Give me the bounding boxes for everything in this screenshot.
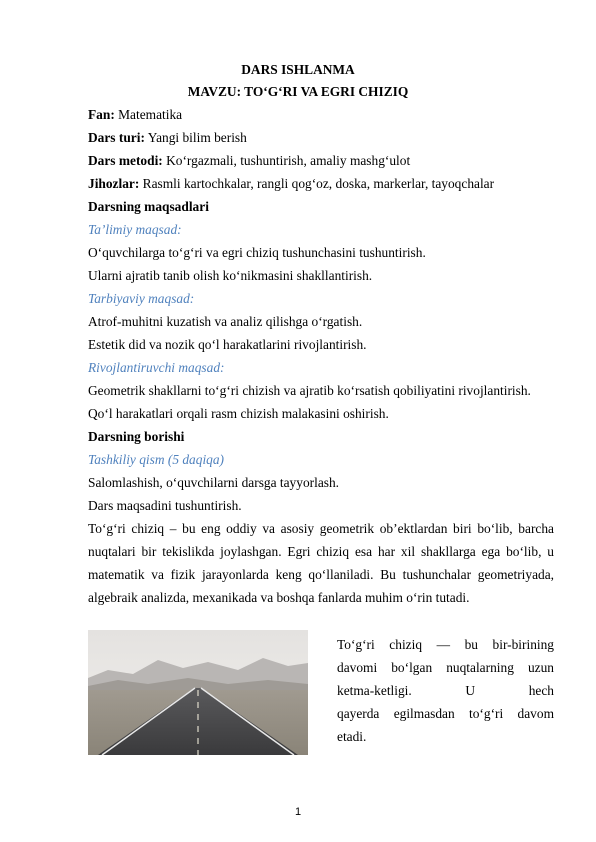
- subject-label: Fan:: [88, 107, 115, 122]
- educational-goal-heading: Ta’limiy maqsad:: [88, 222, 182, 237]
- lesson-type-value: Yangi bilim berish: [144, 130, 247, 145]
- upbringing-goal-heading: Tarbiyaviy maqsad:: [88, 291, 195, 306]
- document-title: DARS ISHLANMA: [241, 62, 355, 77]
- step-greeting: Salomlashish, o‘quvchilarni darsga tayyorlash.: [88, 475, 340, 490]
- side-text-line: To‘g‘ri chiziq — bu bir-birining: [337, 637, 554, 652]
- subject-value: Matematika: [114, 107, 183, 122]
- organizational-part-heading: Tashkiliy qism (5 daqiqa): [88, 452, 225, 467]
- step-explain-goal: Dars maqsadini tushuntirish.: [88, 498, 242, 513]
- developmental-goal-heading: Rivojlantiruvchi maqsad:: [88, 360, 225, 375]
- lesson-topic: MAVZU: TO‘G‘RI VA EGRI CHIZIQ: [187, 84, 409, 99]
- method-value: Ko‘rgazmali, tushuntirish, amaliy mashg‘ulot: [162, 153, 411, 168]
- method-row: [88, 153, 410, 169]
- upbringing-goal-1: Atrof-muhitni kuzatish va analiz qilishga o‘rgatish.: [88, 314, 363, 329]
- page-number: 1: [294, 806, 302, 818]
- side-text-line: etadi.: [337, 729, 367, 744]
- paragraph-line: algebraik analizda, mexanikada va boshqa fanlarda muhim o‘rin tutadi.: [88, 590, 470, 605]
- subject-row: [88, 107, 182, 123]
- road-photo: [88, 630, 308, 755]
- lesson-type-label: Dars turi:: [88, 130, 145, 145]
- developmental-goal-2: Qo‘l harakatlari orqali rasm chizish malakasini oshirish.: [88, 406, 389, 421]
- method-label: Dars metodi:: [88, 153, 163, 168]
- developmental-goal-1: Geometrik shakllarni to‘g‘ri chizish va ajratib ko‘rsatish qobiliyatini rivojlantirish.: [88, 383, 531, 398]
- equipment-label: Jihozlar:: [88, 176, 140, 191]
- equipment-row: [88, 176, 494, 192]
- educational-goal-2: Ularni ajratib tanib olish ko‘nikmasini shakllantirish.: [88, 268, 373, 283]
- educational-goal-1: O‘quvchilarga to‘g‘ri va egri chiziq tushunchasini tushuntirish.: [88, 245, 426, 260]
- paragraph-line: To‘g‘ri chiziq – bu eng oddiy va asosiy geometrik ob’ektlardan biri bo‘lib, barcha: [88, 521, 554, 536]
- paragraph-line: nuqtalari bir tekislikda joylashgan. Egri chiziq esa har xil shakllarga ega bo‘lib, u: [88, 544, 554, 559]
- lesson-type-row: [88, 130, 247, 146]
- side-text-line: davomi bo‘lgan nuqtalarning uzun: [337, 660, 554, 675]
- side-text-line: ketma-ketligi. U hech: [337, 683, 554, 698]
- side-text-line: qayerda egilmasdan to‘g‘ri davom: [337, 706, 554, 721]
- paragraph-line: matematik va fizik jarayonlarda keng qo‘llaniladi. Bu tushunchalar geometriyada,: [88, 567, 554, 582]
- process-heading: Darsning borishi: [88, 429, 185, 444]
- upbringing-goal-2: Estetik did va nozik qo‘l harakatlarini rivojlantirish.: [88, 337, 367, 352]
- objectives-heading: Darsning maqsadlari: [88, 199, 209, 214]
- equipment-value: Rasmli kartochkalar, rangli qog‘oz, doska, markerlar, tayoqchalar: [139, 176, 495, 191]
